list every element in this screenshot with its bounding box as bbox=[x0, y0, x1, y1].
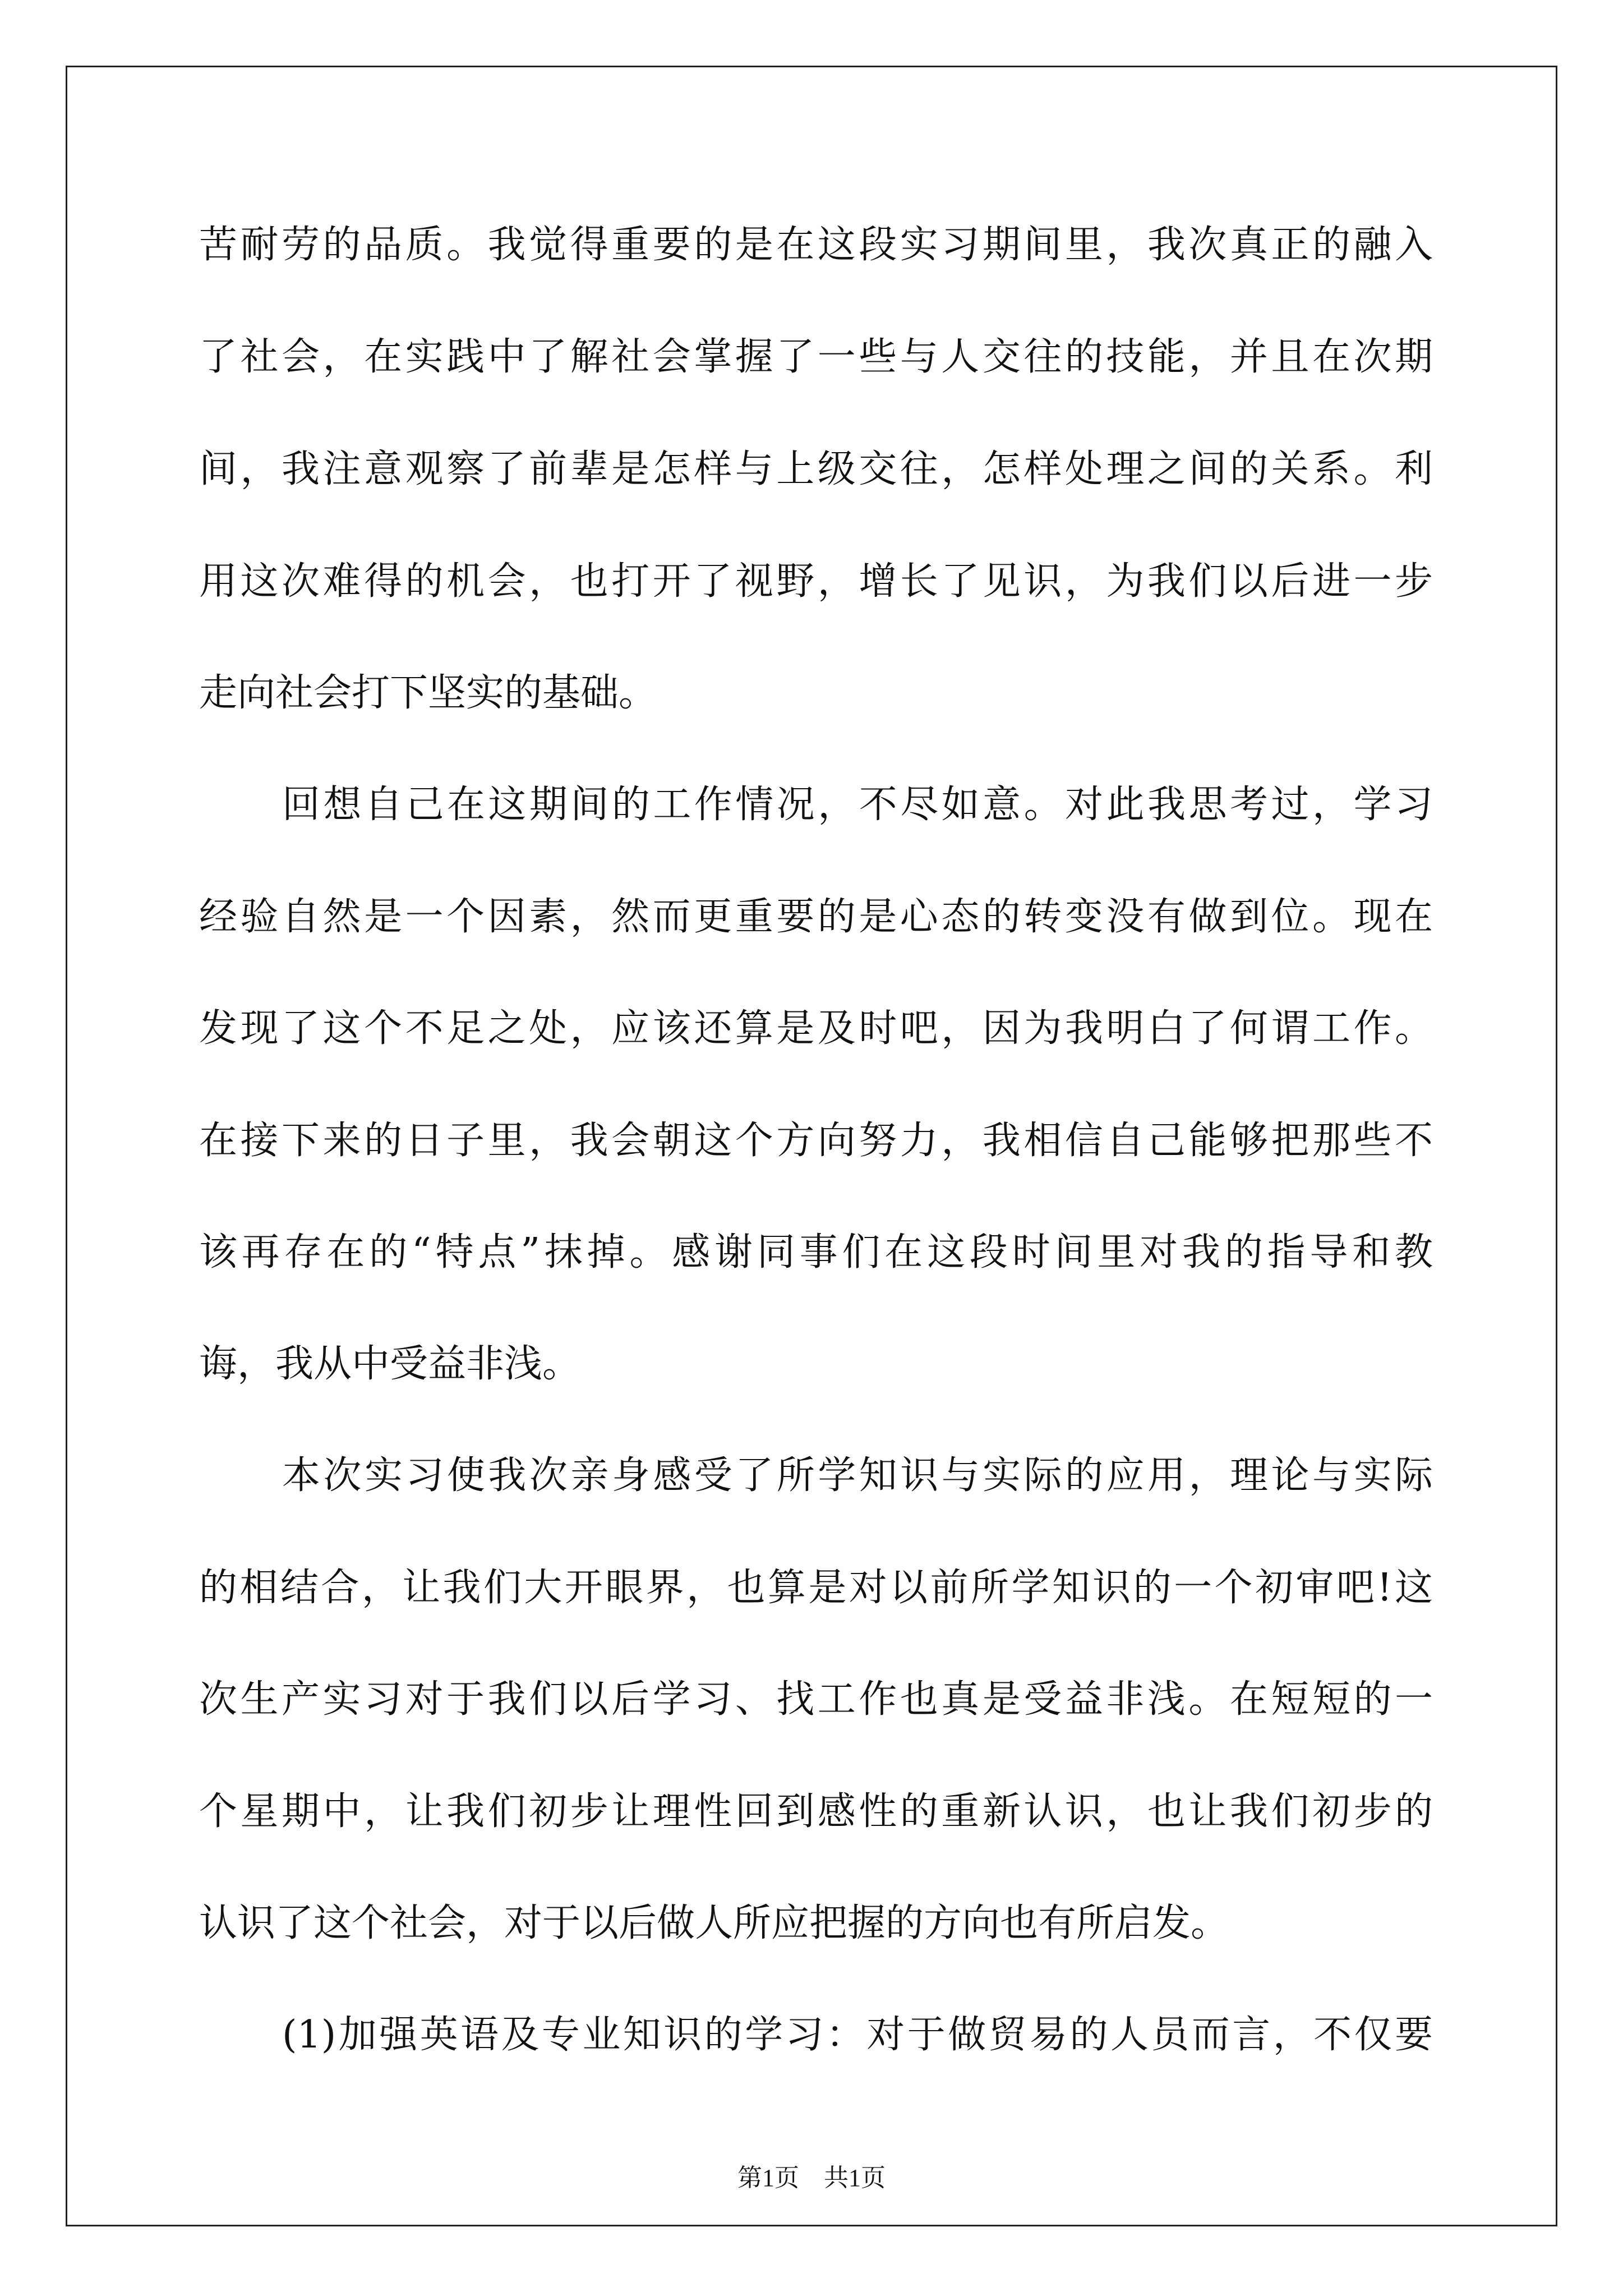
paragraph-1-line-2: 了社会，在实践中了解社会掌握了一些与人交往的技能，并且在次期 bbox=[199, 335, 1433, 379]
paragraph-3-line-4: 个星期中，让我们初步让理性回到感性的重新认识，也让我们初步的 bbox=[199, 1789, 1433, 1834]
paragraph-3-line-1: 本次实习使我次亲身感受了所学知识与实际的应用，理论与实际 bbox=[282, 1453, 1433, 1498]
paragraph-2-line-1: 回想自己在这期间的工作情况，不尽如意。对此我思考过，学习 bbox=[282, 783, 1433, 827]
paragraph-2-line-3: 发现了这个不足之处，应该还算是及时吧，因为我明白了何谓工作。 bbox=[199, 1006, 1433, 1051]
paragraph-1-line-4: 用这次难得的机会，也打开了视野，增长了见识，为我们以后进一步 bbox=[199, 559, 1433, 604]
paragraph-1-line-1: 苦耐劳的品质。我觉得重要的是在这段实习期间里，我次真正的融入 bbox=[199, 223, 1433, 267]
paragraph-2-line-6: 诲，我从中受益非浅。 bbox=[199, 1342, 581, 1386]
paragraph-1-line-5: 走向社会打下坚实的基础。 bbox=[199, 671, 657, 715]
paragraph-2-line-4: 在接下来的日子里，我会朝这个方向努力，我相信自己能够把那些不 bbox=[199, 1119, 1433, 1163]
paragraph-3-line-3: 次生产实习对于我们以后学习、找工作也真是受益非浅。在短短的一 bbox=[199, 1677, 1433, 1722]
page-number-footer: 第1页 共1页 bbox=[737, 2164, 886, 2192]
paragraph-2-line-2: 经验自然是一个因素，然而更重要的是心态的转变没有做到位。现在 bbox=[199, 895, 1433, 939]
paragraph-1-line-3: 间，我注意观察了前辈是怎样与上级交往，怎样处理之间的关系。利 bbox=[199, 447, 1433, 491]
paragraph-3-line-2: 的相结合，让我们大开眼界，也算是对以前所学知识的一个初审吧!这 bbox=[199, 1566, 1433, 1610]
paragraph-4-line-1: (1)加强英语及专业知识的学习：对于做贸易的人员而言，不仅要 bbox=[282, 2013, 1433, 2057]
paragraph-3-line-5: 认识了这个社会，对于以后做人所应把握的方向也有所启发。 bbox=[199, 1901, 1229, 1945]
paragraph-2-line-5: 该再存在的“特点”抹掉。感谢同事们在这段时间里对我的指导和教 bbox=[199, 1230, 1433, 1274]
